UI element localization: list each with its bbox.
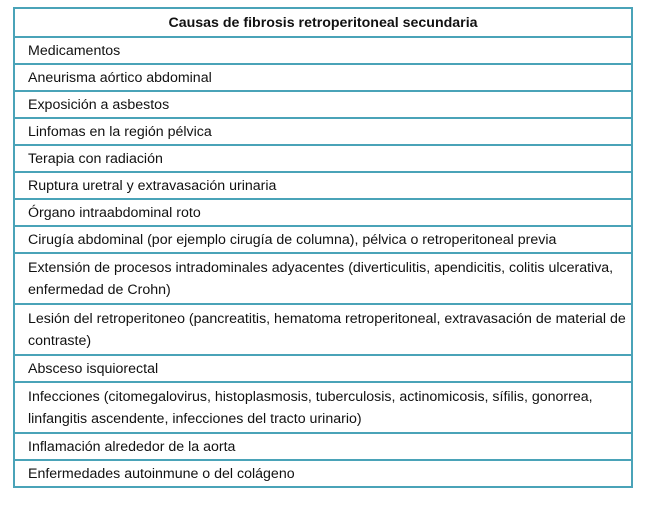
table-row	[14, 226, 632, 253]
table-row	[14, 199, 632, 226]
table-cell: Inflamación alrededor de la aorta	[14, 433, 632, 460]
table-row	[14, 253, 632, 304]
table-header-row	[14, 8, 632, 37]
causes-table-container	[13, 7, 633, 488]
table-row	[14, 433, 632, 460]
table-row	[14, 145, 632, 172]
table-row	[14, 304, 632, 355]
table-row	[14, 460, 632, 487]
table-row	[14, 37, 632, 64]
table-cell: Absceso isquiorectal	[14, 355, 632, 382]
table-row	[14, 64, 632, 91]
table-cell: Aneurisma aórtico abdominal	[14, 64, 632, 91]
table-cell: Infecciones (citomegalovirus, histoplasmosis, tuberculosis, actinomicosis, sífilis, gonorrea, linfangitis ascendente, infecciones del tracto urinario)	[14, 382, 632, 433]
table-cell: Linfomas en la región pélvica	[14, 118, 632, 145]
table-cell: Extensión de procesos intradominales adyacentes (diverticulitis, apendicitis, colitis ulcerativa, enfermedad de Crohn)	[14, 253, 632, 304]
table-cell: Órgano intraabdominal roto	[14, 199, 632, 226]
table-cell: Enfermedades autoinmune o del colágeno	[14, 460, 632, 487]
table-cell: Exposición a asbestos	[14, 91, 632, 118]
table-cell: Terapia con radiación	[14, 145, 632, 172]
table-header: Causas de fibrosis retroperitoneal secundaria	[14, 8, 632, 37]
table-cell: Medicamentos	[14, 37, 632, 64]
table-row	[14, 172, 632, 199]
table-cell: Ruptura uretral y extravasación urinaria	[14, 172, 632, 199]
causes-table	[13, 7, 633, 488]
table-row	[14, 382, 632, 433]
table-row	[14, 91, 632, 118]
table-cell: Lesión del retroperitoneo (pancreatitis, hematoma retroperitoneal, extravasación de material de contraste)	[14, 304, 632, 355]
table-row	[14, 355, 632, 382]
table-cell: Cirugía abdominal (por ejemplo cirugía de columna), pélvica o retroperitoneal previa	[14, 226, 632, 253]
table-row	[14, 118, 632, 145]
